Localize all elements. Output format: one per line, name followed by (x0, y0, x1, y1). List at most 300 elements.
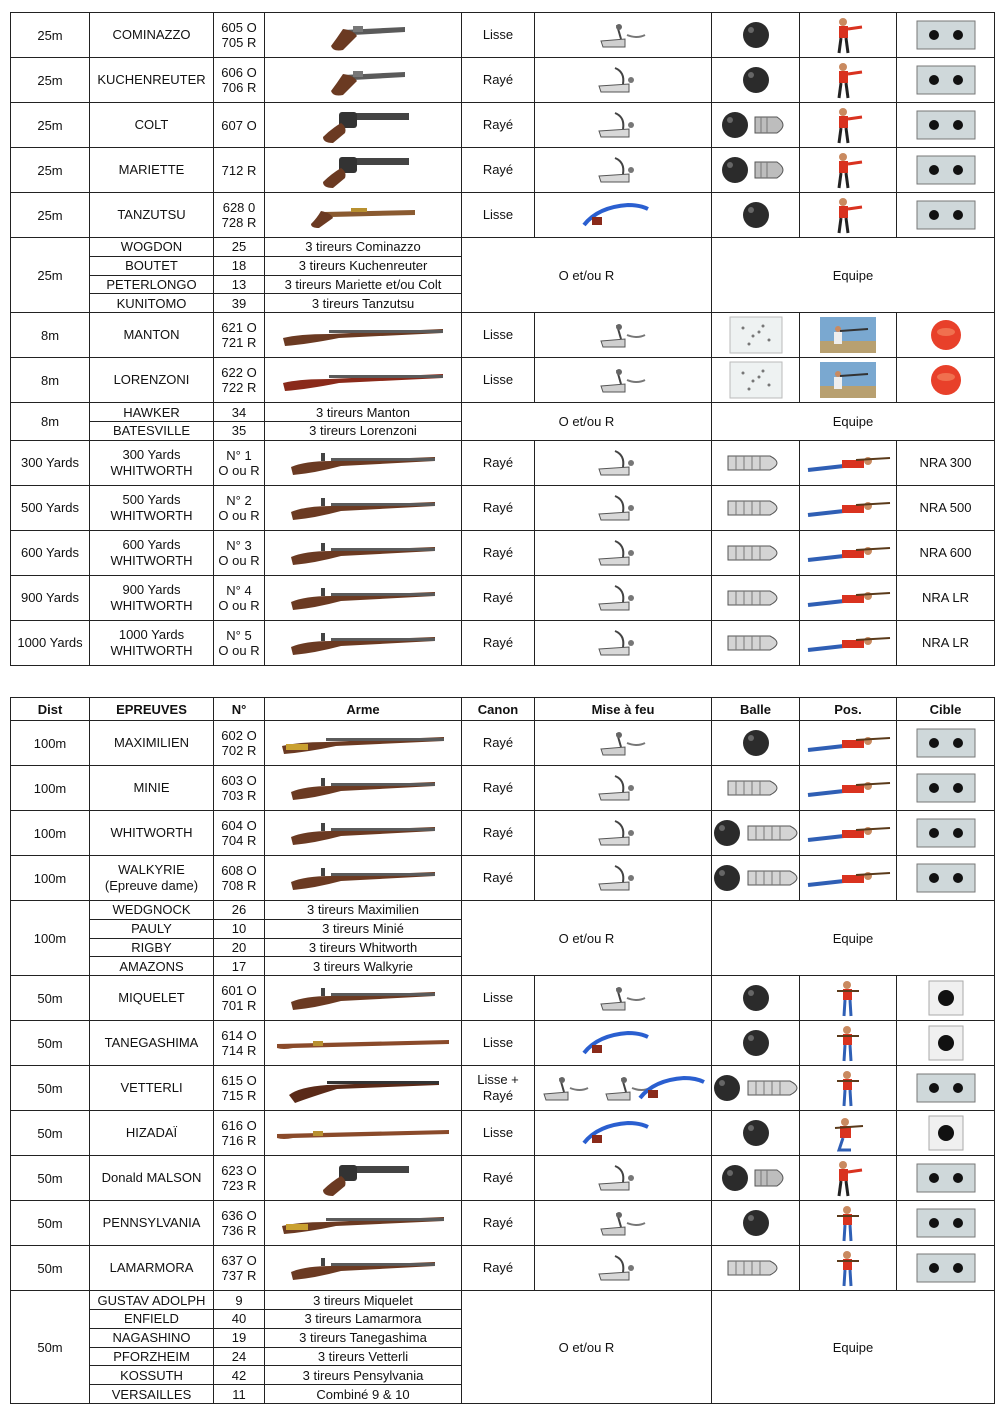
event-number: 628 0 (222, 200, 256, 215)
percussion-lock-icon (595, 815, 651, 851)
team-event-description: 3 tireurs Walkyrie (265, 957, 462, 976)
projectile-cell (712, 193, 800, 238)
double-target-icon (916, 773, 976, 803)
barrel-type: Lisse (482, 990, 514, 1006)
event-name: 900 Yards (122, 581, 181, 597)
distance-cell: 900 Yards (11, 575, 90, 620)
projectile-cell (712, 58, 800, 103)
projectile-cell (712, 1066, 800, 1111)
event-number: N° 5 (226, 627, 252, 643)
event-row (11, 358, 995, 403)
ball-icon (712, 818, 742, 848)
standing-shooter-icon (833, 196, 863, 234)
standing-shooter-icon (833, 106, 863, 144)
standing-shooter-icon (833, 1159, 863, 1197)
distance-cell: 25m (11, 148, 90, 193)
kneeling-shooter-icon (831, 1114, 865, 1152)
distance-cell: 8m (11, 358, 90, 403)
target-cell (897, 1111, 995, 1156)
position-cell (800, 530, 897, 575)
team-event-number: 24 (214, 1347, 265, 1366)
matchlock-icon (578, 197, 668, 233)
ball-icon (741, 983, 771, 1013)
event-name: LORENZONI (113, 372, 190, 388)
header-balle: Balle (712, 698, 800, 721)
event-name: PENNSYLVANIA (102, 1215, 201, 1231)
team-event-number: 13 (214, 275, 265, 294)
position-cell (800, 766, 897, 811)
team-event-name: BOUTET (90, 256, 214, 275)
barrel-cell (462, 976, 535, 1021)
header-canon: Canon (462, 698, 535, 721)
ball-icon (741, 200, 771, 230)
position-cell (800, 1066, 897, 1111)
event-number-line2: 722 R (221, 380, 257, 396)
barrel-type: Rayé (482, 117, 514, 132)
event-name: MANTON (123, 327, 180, 343)
team-event-number: 35 (214, 421, 265, 440)
multi-ignition-icon (538, 1070, 708, 1106)
event-name-cell (90, 811, 214, 856)
weapon-rifle-icon (287, 539, 439, 567)
projectile-cell (712, 1021, 800, 1066)
weapon-rifle-icon (287, 584, 439, 612)
event-name-cell (90, 13, 214, 58)
team-event-number: 25 (214, 238, 265, 257)
team-event-description: 3 tireurs Tanegashima (265, 1328, 462, 1347)
percussion-lock-icon (595, 445, 651, 481)
team-event-name: HAWKER (90, 403, 214, 422)
event-name: TANZUTSU (117, 207, 186, 222)
projectile-cell (712, 148, 800, 193)
projectile-cell (712, 620, 800, 665)
standing-rifle-shooter-icon (835, 979, 861, 1017)
prone-shooter-icon (804, 732, 892, 754)
long-bullet-icon (726, 543, 786, 563)
team-event-name: ENFIELD (90, 1309, 214, 1328)
flintlock-icon (595, 725, 651, 761)
position-cell (800, 148, 897, 193)
ball-icon (741, 20, 771, 50)
event-number-line2: 714 R (221, 1043, 257, 1059)
ball-icon (741, 65, 771, 95)
weapon-cell (265, 976, 462, 1021)
event-number-line2: 728 R (221, 215, 257, 230)
event-number: 608 O (221, 863, 257, 878)
team-event-name: KUNITOMO (90, 294, 214, 313)
distance-cell: 50m (11, 1021, 90, 1066)
event-number: 637 O (221, 1253, 257, 1269)
target-cell (897, 976, 995, 1021)
barrel-cell (462, 1066, 535, 1111)
event-number: 621 O (221, 320, 257, 336)
weapon-cell (265, 58, 462, 103)
projectile-cell (712, 575, 800, 620)
event-name-cell (90, 1246, 214, 1291)
event-row (11, 193, 995, 238)
position-cell (800, 721, 897, 766)
percussion-lock-icon (595, 1250, 651, 1286)
distance-cell: 100m (11, 721, 90, 766)
barrel-cell (462, 530, 535, 575)
double-target-icon (916, 818, 976, 848)
event-row (11, 13, 995, 58)
projectile-cell (712, 530, 800, 575)
barrel-type: Lisse (482, 327, 514, 343)
event-number: 616 O (221, 1118, 257, 1134)
event-name-cell (90, 1156, 214, 1201)
position-cell (800, 1156, 897, 1201)
barrel-cell (462, 13, 535, 58)
weapon-rifle-icon (287, 984, 439, 1012)
ignition-cell (535, 103, 712, 148)
barrel-cell (462, 766, 535, 811)
barrel-cell (462, 1021, 535, 1066)
double-target-icon (916, 1073, 976, 1103)
event-name-line2: WHITWORTH (110, 462, 193, 478)
projectile-cell (712, 440, 800, 485)
event-name-cell (90, 358, 214, 403)
barrel-cell (462, 1246, 535, 1291)
header-epreuves: EPREUVES (90, 698, 214, 721)
events-table-rifle (10, 697, 995, 1404)
long-bullet-icon (726, 778, 786, 798)
barrel-cell (462, 721, 535, 766)
team-event-number: 17 (214, 957, 265, 976)
ignition-cell (535, 1111, 712, 1156)
event-number-cell (214, 530, 265, 575)
event-number-cell (214, 1201, 265, 1246)
projectile-cell (712, 976, 800, 1021)
weapon-cell (265, 313, 462, 358)
matchlock-icon (578, 1025, 668, 1061)
weapon-cell (265, 1246, 462, 1291)
distance-cell: 8m (11, 313, 90, 358)
event-name-cell (90, 1111, 214, 1156)
position-cell (800, 856, 897, 901)
event-number: N° 3 (226, 537, 252, 553)
team-event-row (11, 238, 995, 257)
long-bullet-icon (726, 588, 786, 608)
position-cell (800, 1021, 897, 1066)
target-cell (897, 148, 995, 193)
double-target-icon (916, 155, 976, 185)
event-name: COLT (134, 117, 169, 132)
long-bullet-icon (746, 1078, 800, 1098)
event-name: TANEGASHIMA (104, 1035, 199, 1051)
header-row (11, 698, 995, 721)
event-row (11, 620, 995, 665)
ignition-cell (535, 440, 712, 485)
barrel-cell (462, 193, 535, 238)
event-number-line2: 716 R (221, 1133, 257, 1149)
event-name-line2: WHITWORTH (110, 597, 193, 613)
standing-rifle-shooter-icon (835, 1204, 861, 1242)
ball-icon (741, 1118, 771, 1148)
target-cell (897, 530, 995, 575)
event-number: 622 O (221, 365, 257, 381)
header-arme: Arme (265, 698, 462, 721)
event-name-cell (90, 976, 214, 1021)
barrel-type: Rayé (482, 1215, 514, 1231)
team-event-name: PETERLONGO (90, 275, 214, 294)
percussion-lock-icon (595, 860, 651, 896)
event-number-cell (214, 358, 265, 403)
team-event-description: 3 tireurs Mariette et/ou Colt (265, 275, 462, 294)
team-event-name: VERSAILLES (90, 1385, 214, 1404)
event-number-line2: 708 R (221, 878, 257, 893)
barrel-type: Rayé (482, 1260, 514, 1276)
double-target-icon (916, 1163, 976, 1193)
weapon-cell (265, 811, 462, 856)
weapon-matchlock-rifle-icon (273, 1032, 453, 1054)
target-cell (897, 440, 995, 485)
position-cell (800, 13, 897, 58)
percussion-lock-icon (595, 625, 651, 661)
ignition-cell (535, 811, 712, 856)
event-name: 300 Yards (122, 446, 181, 462)
weapon-rifle-dark-icon (283, 1071, 443, 1105)
target-cell (897, 1066, 995, 1111)
team-barrel-cell: O et/ou R (462, 238, 712, 313)
distance-cell: 25m (11, 193, 90, 238)
single-target-icon (928, 1115, 964, 1151)
header-numero: N° (214, 698, 265, 721)
team-event-number: 19 (214, 1328, 265, 1347)
barrel-cell (462, 620, 535, 665)
target-cell (897, 1021, 995, 1066)
team-event-name: PAULY (90, 919, 214, 938)
event-name-cell (90, 1066, 214, 1111)
distance-cell: 50m (11, 1246, 90, 1291)
weapon-cell (265, 1021, 462, 1066)
position-cell (800, 575, 897, 620)
team-event-name: AMAZONS (90, 957, 214, 976)
barrel-cell (462, 313, 535, 358)
target-label: NRA LR (922, 590, 969, 606)
distance-cell: 500 Yards (11, 485, 90, 530)
team-event-name: PFORZHEIM (90, 1347, 214, 1366)
position-cell (800, 103, 897, 148)
standing-rifle-shooter-icon (835, 1024, 861, 1062)
team-event-number: 18 (214, 256, 265, 275)
target-cell (897, 1246, 995, 1291)
event-number-cell (214, 148, 265, 193)
event-number-cell (214, 620, 265, 665)
event-number: N° 4 (226, 582, 252, 598)
barrel-type: Rayé (482, 825, 514, 840)
event-name-cell (90, 1021, 214, 1066)
distance-cell: 50m (11, 976, 90, 1021)
distance-cell: 100m (11, 766, 90, 811)
team-event-description: 3 tireurs Manton (265, 403, 462, 422)
percussion-lock-icon (595, 62, 651, 98)
header-cible: Cible (897, 698, 995, 721)
shooter-photo-icon (820, 362, 876, 398)
target-label: NRA 300 (919, 455, 972, 471)
long-bullet-icon (726, 1258, 786, 1278)
prone-shooter-icon (804, 777, 892, 799)
event-name: 500 Yards (122, 491, 181, 507)
barrel-cell (462, 103, 535, 148)
ignition-cell (535, 976, 712, 1021)
weapon-cell (265, 766, 462, 811)
barrel-cell (462, 1156, 535, 1201)
event-name-cell (90, 856, 214, 901)
flintlock-icon (595, 980, 651, 1016)
event-name-cell (90, 766, 214, 811)
team-event-name: WOGDON (90, 238, 214, 257)
event-number: 602 O (221, 728, 257, 743)
event-number-line2: O ou R (218, 597, 260, 613)
projectile-cell (712, 1201, 800, 1246)
ignition-cell (535, 620, 712, 665)
barrel-type-line2: Rayé (482, 1088, 514, 1104)
event-number-cell (214, 811, 265, 856)
event-name-line2: WHITWORTH (110, 642, 193, 658)
barrel-type: Lisse (482, 27, 514, 42)
event-row (11, 103, 995, 148)
event-name-cell (90, 193, 214, 238)
target-cell (897, 313, 995, 358)
weapon-cell (265, 148, 462, 193)
distance-cell: 25m (11, 13, 90, 58)
event-row (11, 58, 995, 103)
event-row (11, 1246, 995, 1291)
barrel-type: Rayé (482, 735, 514, 750)
bullet-icon (753, 1166, 791, 1190)
team-event-row (11, 403, 995, 422)
header-mise-a-feu: Mise à feu (535, 698, 712, 721)
weapon-cell (265, 530, 462, 575)
target-cell (897, 620, 995, 665)
long-bullet-icon (746, 823, 800, 843)
event-row (11, 766, 995, 811)
event-number: 636 O (221, 1208, 257, 1224)
ignition-cell (535, 1021, 712, 1066)
event-row (11, 575, 995, 620)
flintlock-icon (595, 17, 651, 53)
prone-shooter-icon (804, 452, 892, 474)
team-event-number: 10 (214, 919, 265, 938)
event-name: VETTERLI (120, 1080, 183, 1096)
percussion-lock-icon (595, 107, 651, 143)
event-name: Donald MALSON (101, 1170, 202, 1186)
team-label-cell: Equipe (712, 403, 995, 441)
percussion-lock-icon (595, 770, 651, 806)
bullet-icon (753, 158, 791, 182)
weapon-shotgun-icon (279, 367, 447, 393)
event-number-cell (214, 1156, 265, 1201)
long-bullet-icon (726, 453, 786, 473)
team-event-name: WEDGNOCK (90, 901, 214, 920)
barrel-cell (462, 1111, 535, 1156)
weapon-cell (265, 721, 462, 766)
weapon-rifle-icon (287, 819, 439, 847)
prone-shooter-icon (804, 542, 892, 564)
target-cell (897, 575, 995, 620)
barrel-type: Rayé (482, 544, 514, 560)
event-row (11, 440, 995, 485)
team-event-description: 3 tireurs Lamarmora (265, 1309, 462, 1328)
event-name: KUCHENREUTER (97, 72, 206, 87)
prone-shooter-icon (804, 632, 892, 654)
event-name-cell (90, 58, 214, 103)
projectile-cell (712, 103, 800, 148)
event-number-line2: 723 R (221, 1178, 257, 1194)
prone-shooter-icon (804, 587, 892, 609)
projectile-cell (712, 313, 800, 358)
percussion-lock-icon (595, 1160, 651, 1196)
barrel-cell (462, 856, 535, 901)
position-cell (800, 313, 897, 358)
event-number: 604 O (221, 818, 257, 833)
event-number-cell (214, 976, 265, 1021)
event-row (11, 313, 995, 358)
ignition-cell (535, 1156, 712, 1201)
barrel-type: Lisse (482, 372, 514, 388)
ball-icon (741, 1028, 771, 1058)
event-number-line2: 704 R (221, 833, 257, 848)
barrel-type: Rayé (482, 454, 514, 470)
barrel-type: Rayé (482, 870, 514, 885)
event-number: 615 O (221, 1073, 257, 1089)
projectile-cell (712, 1156, 800, 1201)
projectile-cell (712, 1246, 800, 1291)
event-number: 614 O (221, 1028, 257, 1044)
team-label-cell: Equipe (712, 901, 995, 976)
target-cell (897, 193, 995, 238)
target-label: NRA 600 (919, 545, 972, 561)
barrel-type: Rayé (482, 72, 514, 87)
flintlock-icon (595, 317, 651, 353)
bullet-icon (753, 113, 791, 137)
weapon-revolver-icon (311, 105, 415, 145)
barrel-type: Rayé (482, 499, 514, 515)
event-name: MAXIMILIEN (113, 735, 190, 750)
weapon-cell (265, 1201, 462, 1246)
weapon-cell (265, 575, 462, 620)
single-target-icon (928, 980, 964, 1016)
event-row (11, 1066, 995, 1111)
double-target-icon (916, 200, 976, 230)
weapon-cell (265, 193, 462, 238)
long-bullet-icon (726, 633, 786, 653)
weapon-rifle-gold-icon (278, 1210, 448, 1236)
event-number-cell (214, 485, 265, 530)
weapon-cell (265, 103, 462, 148)
prone-shooter-icon (804, 497, 892, 519)
projectile-cell (712, 721, 800, 766)
event-name-cell (90, 485, 214, 530)
event-number-cell (214, 1021, 265, 1066)
weapon-cell (265, 358, 462, 403)
team-label-cell: Equipe (712, 1291, 995, 1404)
barrel-type: Lisse + (477, 1072, 519, 1088)
event-name: HIZADAÏ (125, 1125, 178, 1141)
barrel-type: Rayé (482, 780, 514, 795)
barrel-cell (462, 1201, 535, 1246)
weapon-cell (265, 13, 462, 58)
ignition-cell (535, 148, 712, 193)
target-cell (897, 1201, 995, 1246)
weapon-cell (265, 440, 462, 485)
long-bullet-icon (746, 868, 800, 888)
ignition-cell (535, 856, 712, 901)
team-event-name: GUSTAV ADOLPH (90, 1291, 214, 1310)
event-number-line2: O ou R (218, 642, 260, 658)
distance-cell: 25m (11, 103, 90, 148)
